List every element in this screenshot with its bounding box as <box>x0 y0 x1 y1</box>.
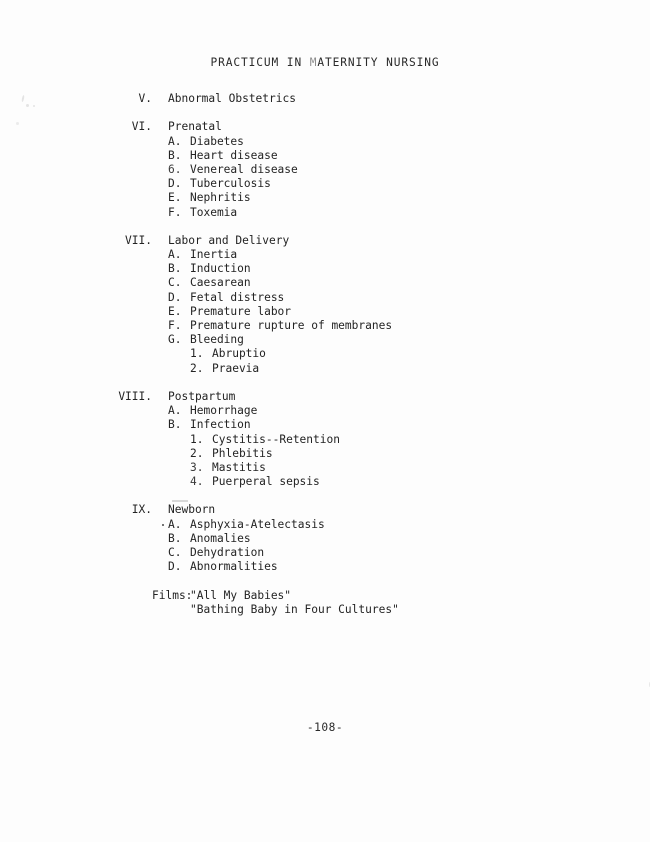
item-label: Caesarean <box>190 276 251 290</box>
outline-item <box>0 177 650 191</box>
films-entry <box>0 603 650 617</box>
outline-item <box>0 546 650 560</box>
films-entry <box>0 589 650 603</box>
item-label: Hemorrhage <box>190 404 258 418</box>
subitem-label: Puerperal sepsis <box>212 475 320 489</box>
section-title: Prenatal <box>168 120 222 134</box>
item-label: Premature rupture of membranes <box>190 319 393 332</box>
subitem-marker: 2. <box>190 361 204 375</box>
item-marker: C. <box>168 546 182 559</box>
subitem-marker: 4. <box>190 475 204 489</box>
document-title <box>0 56 650 69</box>
item-marker: D. <box>168 177 182 191</box>
outline-subitem <box>0 447 650 461</box>
item-marker: A. <box>168 134 182 148</box>
item-marker: F. <box>168 319 182 332</box>
ink-smudge <box>172 500 188 502</box>
outline-section-heading <box>0 390 650 404</box>
item-label: Infection <box>190 418 251 432</box>
outline-item <box>0 560 650 574</box>
item-marker: D. <box>168 290 182 304</box>
outline-item <box>0 276 650 290</box>
item-marker: C. <box>168 276 182 290</box>
item-label: Dehydration <box>190 546 265 559</box>
document-title-part: PRACTICUM IN <box>210 56 310 69</box>
outline-item <box>0 532 650 546</box>
item-marker: 6. <box>168 162 182 176</box>
item-label: Abnormalities <box>190 560 278 574</box>
subitem-label: Praevia <box>212 361 260 375</box>
outline-item <box>0 248 650 262</box>
item-label: Venereal disease <box>190 162 298 176</box>
section-marker: VI. <box>131 120 152 134</box>
section-marker: VII. <box>125 233 152 247</box>
subitem-label: Mastitis <box>212 460 266 474</box>
item-label: Premature labor <box>190 304 292 318</box>
page-number: -108- <box>306 721 344 734</box>
section-title: Postpartum <box>168 389 236 403</box>
item-label: Induction <box>190 262 251 276</box>
item-marker: B. <box>168 262 182 276</box>
outline-item <box>0 518 650 532</box>
item-label: Tuberculosis <box>190 177 271 191</box>
section-title: Abnormal Obstetrics <box>168 92 296 105</box>
item-label: Diabetes <box>190 134 244 148</box>
section-title: Newborn <box>168 503 216 517</box>
outline-item <box>0 333 650 347</box>
outline-section-heading <box>0 234 650 248</box>
outline-section-heading <box>0 503 650 517</box>
item-marker: B. <box>168 531 182 545</box>
item-label: Bleeding <box>190 333 244 347</box>
section-title: Labor and Delivery <box>168 233 290 247</box>
subitem-marker: 1. <box>190 347 204 361</box>
outline-item <box>0 404 650 418</box>
item-marker: B. <box>168 418 182 432</box>
section-marker: VIII. <box>118 389 152 403</box>
subitem-label: Abruptio <box>212 347 266 361</box>
item-label: Inertia <box>190 248 238 262</box>
outline-item <box>0 418 650 432</box>
item-label: Nephritis <box>190 191 251 205</box>
item-marker: F. <box>168 205 182 219</box>
item-label: Asphyxia-Atelectasis <box>190 517 325 531</box>
item-marker: G. <box>168 333 182 347</box>
item-label: Toxemia <box>190 205 238 219</box>
item-marker: A. <box>168 404 182 418</box>
film-title: "All My Babies" <box>190 588 292 602</box>
document-title-faded-letter: M <box>309 56 318 69</box>
outline-list <box>0 92 650 617</box>
item-marker: E. <box>168 191 182 205</box>
section-marker: V. <box>138 92 152 105</box>
subitem-marker: 3. <box>190 460 204 474</box>
subitem-label: Cystitis--Retention <box>212 432 340 446</box>
outline-item <box>0 291 650 305</box>
outline-item <box>0 191 650 205</box>
films-label: Films: <box>152 588 193 602</box>
outline-item <box>0 149 650 163</box>
outline-item <box>0 135 650 149</box>
item-label: Anomalies <box>190 531 251 545</box>
item-marker: A. <box>168 248 182 262</box>
stray-ink-mark <box>162 524 164 526</box>
outline-subitem <box>0 461 650 475</box>
outline-item <box>0 305 650 319</box>
outline-item <box>0 163 650 177</box>
outline-subitem <box>0 433 650 447</box>
outline-subitem <box>0 362 650 376</box>
subitem-label: Phlebitis <box>212 446 273 460</box>
item-marker: E. <box>168 304 182 318</box>
outline-item <box>0 319 650 333</box>
film-title: "Bathing Baby in Four Cultures" <box>190 602 399 616</box>
document-title-part: ATERNITY NURSING <box>317 56 440 69</box>
outline-item <box>0 206 650 220</box>
item-marker: D. <box>168 560 182 574</box>
outline-section-heading <box>0 120 650 134</box>
outline-item <box>0 262 650 276</box>
outline-subitem <box>0 347 650 361</box>
item-marker: B. <box>168 148 182 162</box>
subitem-marker: 2. <box>190 446 204 460</box>
subitem-marker: 1. <box>190 432 204 446</box>
section-marker: IX. <box>131 503 152 517</box>
item-label: Fetal distress <box>190 290 285 304</box>
outline-subitem <box>0 475 650 489</box>
outline-section-heading <box>0 92 650 106</box>
item-marker: A. <box>168 517 182 531</box>
item-label: Heart disease <box>190 148 278 162</box>
